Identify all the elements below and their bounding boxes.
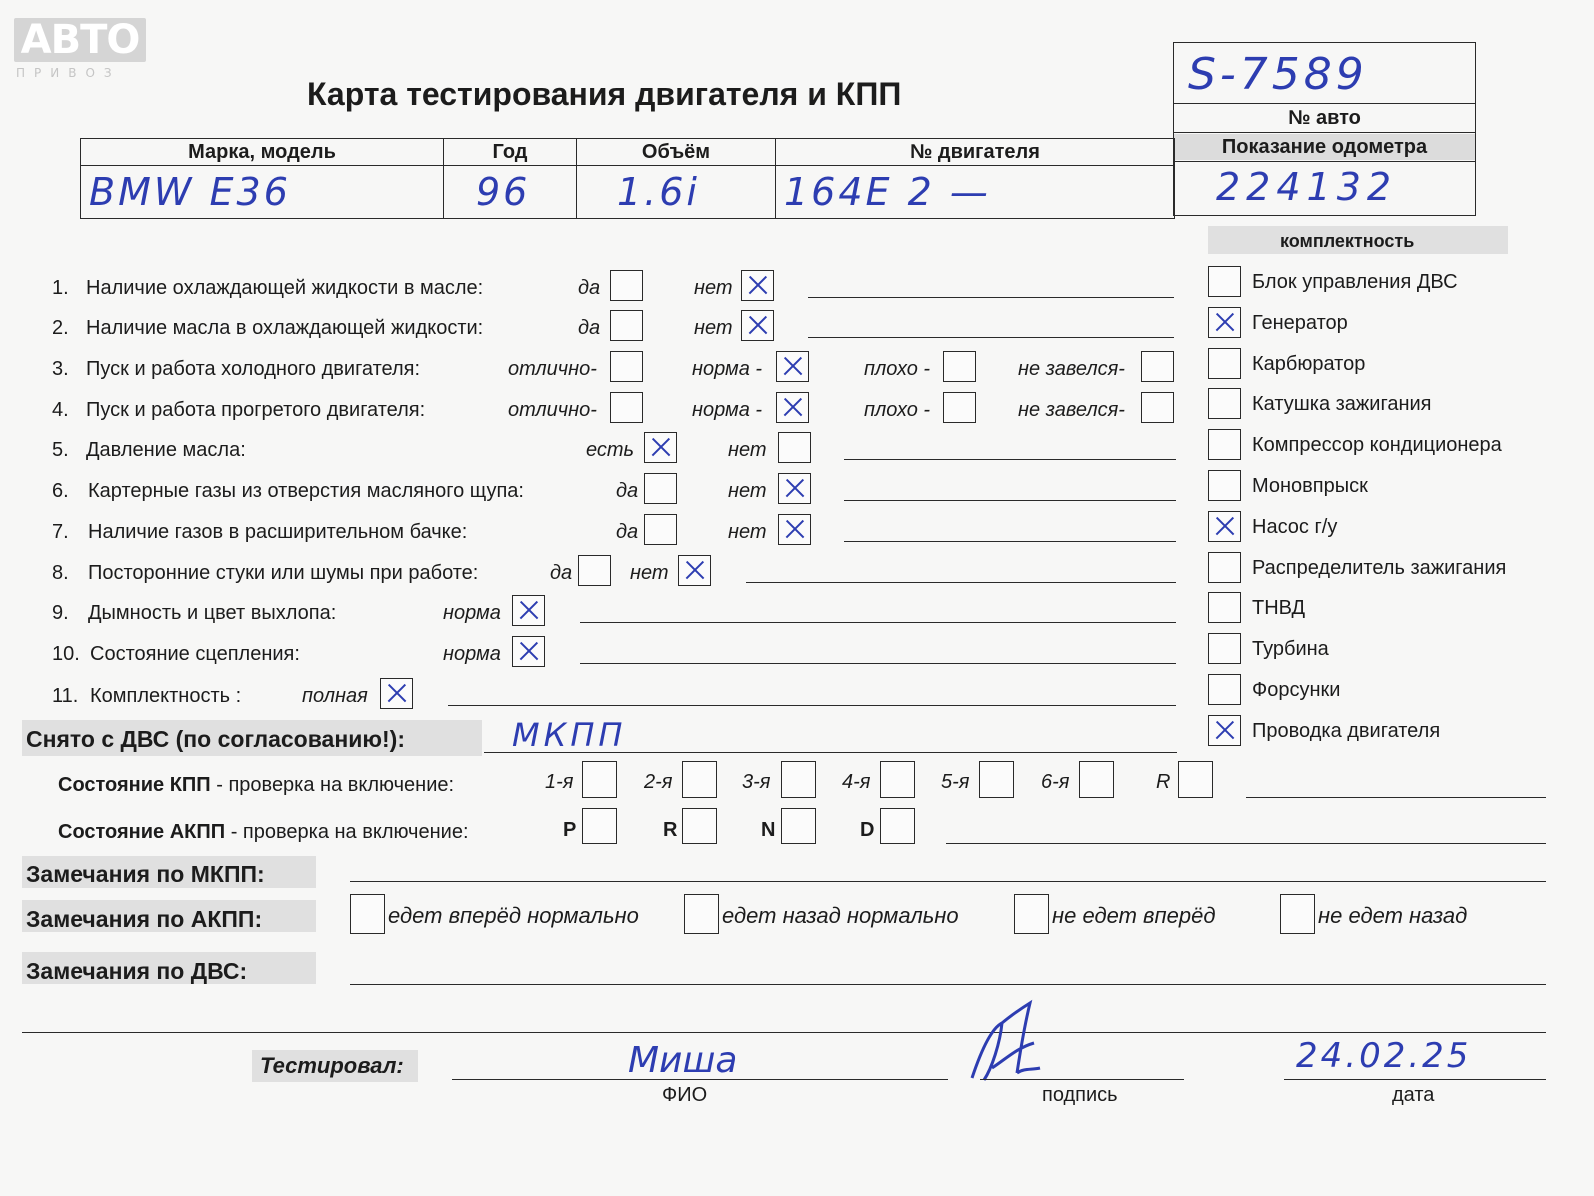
checkbox[interactable] [943,351,976,382]
removed-value: МКПП [512,716,627,754]
gear-checkbox[interactable] [582,761,617,798]
year-value: 96 [476,170,531,214]
gear-checkbox[interactable] [781,761,816,798]
check-item-label: Картерные газы из отверстия масляного щупа: [88,480,524,502]
logo-subtitle: ПРИВОЗ [16,66,121,80]
gear-label: 3-я [742,771,771,793]
date-value: 24.02.25 [1296,1036,1472,1076]
option-label: есть [586,439,635,461]
tester-name-value: Миша [628,1040,738,1081]
komplekt-checkbox[interactable] [1208,674,1241,705]
column-header: № двигателя [776,139,1175,166]
komplekt-checkbox[interactable] [1208,307,1241,338]
gear-label: 2-я [644,771,673,793]
option-label: норма - [692,399,763,421]
remark-line [808,337,1174,338]
remark-line [580,622,1176,623]
gear-checkbox[interactable] [682,808,717,844]
option-label: нет [694,277,733,299]
check-item-label: Наличие газов в расширительном бачке: [88,521,468,543]
gear-label: 1-я [545,771,574,793]
komplekt-checkbox[interactable] [1208,388,1241,419]
volume-value: 1.6i [617,170,700,214]
logo: АВТО [14,18,146,62]
checkbox[interactable] [644,432,677,463]
option-label: норма [443,602,501,624]
column-header: Марка, модель [81,139,444,166]
komplekt-item-label: Блок управления ДВС [1252,271,1458,293]
gear-label: R [1156,771,1171,793]
gear-checkbox[interactable] [781,808,816,844]
komplekt-item-label: Компрессор кондиционера [1252,434,1502,457]
akpp-remark-checkbox[interactable] [350,894,385,934]
option-label: полная [302,685,368,707]
remark-line [844,459,1176,460]
gear-label: 4-я [842,771,871,793]
signature-label: подпись [1042,1084,1118,1106]
option-label: плохо - [864,399,931,421]
komplekt-checkbox[interactable] [1208,592,1241,623]
option-label: да [578,317,601,339]
checkbox[interactable] [778,514,811,545]
gear-label: D [860,819,875,841]
check-item-label: Состояние сцепления: [90,643,300,665]
checkbox[interactable] [512,636,545,667]
checkbox[interactable] [380,678,413,709]
checkbox[interactable] [644,473,677,504]
check-item-number: 11. [52,685,79,707]
checkbox[interactable] [678,555,711,586]
engine-number-value: 164E 2 — [784,170,991,214]
komplekt-item-label: Насос г/у [1252,515,1338,538]
komplekt-item-label: Форсунки [1252,679,1341,701]
check-item-number: 6. [52,480,69,502]
komplekt-checkbox[interactable] [1208,715,1241,746]
komplekt-checkbox[interactable] [1208,348,1241,379]
akpp-remark-checkbox[interactable] [684,894,719,934]
checkbox[interactable] [578,555,611,586]
checkbox[interactable] [610,270,643,301]
komplekt-checkbox[interactable] [1208,470,1241,501]
komplekt-item-label: Генератор [1252,311,1348,334]
check-item-label: Пуск и работа прогретого двигателя: [86,399,426,421]
option-label: нет [728,521,767,543]
remark-line [580,663,1176,664]
option-label: не завелся- [1018,399,1125,421]
komplekt-checkbox[interactable] [1208,552,1241,583]
option-label: отлично- [508,399,597,421]
akpp-remark-checkbox[interactable] [1014,894,1049,934]
option-label: нет [630,562,669,584]
checkbox[interactable] [776,351,809,382]
car-number-value: S-7589 [1188,49,1368,100]
check-item-number: 1. [52,277,69,299]
car-number-label: № авто [1288,107,1361,129]
checkbox[interactable] [1141,351,1174,382]
option-label: нет [728,480,767,502]
akpp-remark-label: едет вперёд нормально [388,903,639,928]
option-label: не завелся- [1018,358,1125,380]
option-label: да [550,562,573,584]
gear-checkbox[interactable] [979,761,1014,798]
remarks-mkpp-label: Замечания по МКПП: [26,861,265,887]
remark-line [746,582,1176,583]
vehicle-info-table [80,138,1175,219]
gear-label: N [761,819,776,841]
option-label: норма [443,643,501,665]
komplekt-item-label: Проводка двигателя [1252,719,1441,742]
check-item-label: Комплектность : [90,685,242,707]
gear-checkbox[interactable] [682,761,717,798]
komplekt-item-label: Карбюратор [1252,352,1366,375]
checkbox[interactable] [741,270,774,301]
komplekt-item-label: Распределитель зажигания [1252,556,1507,579]
checkbox[interactable] [778,432,811,463]
akpp-remark-checkbox[interactable] [1280,894,1315,934]
option-label: нет [694,317,733,339]
check-item-number: 3. [52,358,69,380]
check-item-number: 4. [52,399,69,421]
check-item-number: 7. [52,521,69,543]
odometer-value: 224132 [1216,165,1398,209]
akpp-remark-label: не едет назад [1318,903,1468,928]
check-item-label: Посторонние стуки или шумы при работе: [88,562,479,584]
akpp-remark-label: едет назад нормально [722,903,959,928]
akpp-label: Состояние АКПП - проверка на включение: [58,821,469,843]
option-label: плохо - [864,358,931,380]
gear-label: 5-я [941,771,970,793]
signature-image [962,998,1042,1088]
option-label: отлично- [508,358,597,380]
check-item-label: Давление масла: [86,439,246,461]
gear-label: P [563,819,577,841]
komplekt-item-label: Моновпрыск [1252,475,1368,497]
checkbox[interactable] [610,351,643,382]
gear-checkbox[interactable] [880,808,915,844]
fio-label: ФИО [662,1084,708,1106]
remark-line [808,297,1174,298]
check-item-label: Пуск и работа холодного двигателя: [86,358,421,380]
model-value: BMW E36 [89,170,291,214]
komplekt-checkbox[interactable] [1208,633,1241,664]
check-item-number: 8. [52,562,69,584]
komplekt-item-label: ТНВД [1252,597,1306,620]
akpp-remark-label: не едет вперёд [1052,903,1216,928]
gear-checkbox[interactable] [880,761,915,798]
remark-line [448,705,1176,706]
checkbox[interactable] [610,392,643,423]
option-label: да [616,521,639,543]
check-item-number: 9. [52,602,69,624]
option-label: да [616,480,639,502]
remarks-akpp-label: Замечания по АКПП: [26,906,263,932]
komplekt-checkbox[interactable] [1208,511,1241,542]
checkbox[interactable] [778,473,811,504]
checkbox[interactable] [943,392,976,423]
komplekt-item-label: Катушка зажигания [1252,393,1432,416]
remark-line [844,541,1176,542]
gear-checkbox[interactable] [1079,761,1114,798]
check-item-label: Дымность и цвет выхлопа: [88,602,337,624]
odometer-label: Показание одометра [1174,134,1475,160]
date-label: дата [1392,1084,1435,1106]
car-number-box [1173,42,1476,216]
remarks-dvs-label: Замечания по ДВС: [26,958,248,984]
gear-label: R [663,819,678,841]
column-header: Объём [577,139,776,166]
komplekt-item-label: Турбина [1252,638,1329,661]
option-label: да [578,277,601,299]
checkbox[interactable] [610,310,643,341]
komplekt-title: комплектность [1280,231,1415,251]
column-header: Год [444,139,577,166]
gear-label: 6-я [1041,771,1070,793]
kpp-label: Состояние КПП - проверка на включение: [58,774,455,796]
removed-label: Снято с ДВС (по согласованию!): [26,726,405,752]
komplekt-checkbox[interactable] [1208,266,1241,297]
gear-checkbox[interactable] [1178,761,1213,798]
page-title: Карта тестирования двигателя и КПП [307,76,902,112]
checkbox[interactable] [1141,392,1174,423]
gear-checkbox[interactable] [582,808,617,844]
check-item-label: Наличие охлаждающей жидкости в масле: [86,277,484,299]
checkbox[interactable] [741,310,774,341]
remark-line [844,500,1176,501]
check-item-number: 2. [52,317,69,339]
checkbox[interactable] [776,392,809,423]
tested-by-label: Тестировал: [260,1053,404,1078]
option-label: норма - [692,358,763,380]
check-item-label: Наличие масла в охлаждающей жидкости: [86,317,484,339]
check-item-number: 10. [52,643,80,665]
check-item-number: 5. [52,439,69,461]
option-label: нет [728,439,767,461]
komplekt-checkbox[interactable] [1208,429,1241,460]
checkbox[interactable] [644,514,677,545]
checkbox[interactable] [512,595,545,626]
